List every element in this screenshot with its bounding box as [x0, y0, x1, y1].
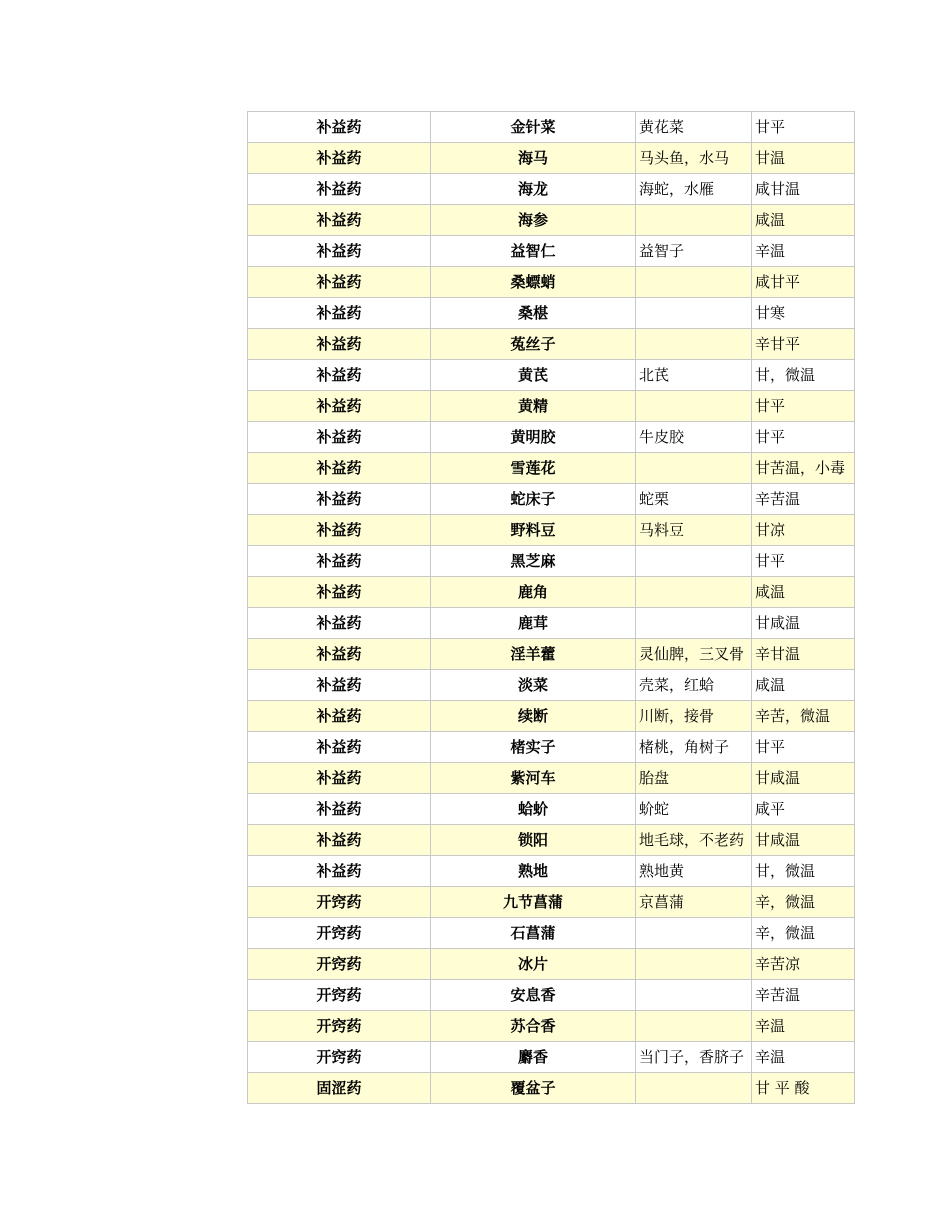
category-cell: 补益药 [248, 298, 431, 329]
property-cell: 辛苦温 [752, 980, 855, 1011]
category-cell: 补益药 [248, 267, 431, 298]
alias-cell: 京菖蒲 [636, 887, 752, 918]
property-cell: 甘平 [752, 732, 855, 763]
alias-cell: 海蛇，水雁 [636, 174, 752, 205]
table-row [248, 577, 855, 608]
herb-name-cell: 海参 [431, 205, 636, 236]
property-cell: 甘苦温，小毒 [752, 453, 855, 484]
alias-cell [636, 949, 752, 980]
property-cell: 甘寒 [752, 298, 855, 329]
alias-cell [636, 577, 752, 608]
table-row [248, 298, 855, 329]
category-cell: 补益药 [248, 670, 431, 701]
category-cell: 补益药 [248, 112, 431, 143]
category-cell: 补益药 [248, 515, 431, 546]
category-cell: 补益药 [248, 484, 431, 515]
herb-name-cell: 淡菜 [431, 670, 636, 701]
table-row [248, 1073, 855, 1104]
herb-name-cell: 熟地 [431, 856, 636, 887]
table-row [248, 205, 855, 236]
category-cell: 开窍药 [248, 918, 431, 949]
table-row [248, 329, 855, 360]
herb-name-cell: 安息香 [431, 980, 636, 1011]
property-cell: 辛甘温 [752, 639, 855, 670]
herb-name-cell: 海马 [431, 143, 636, 174]
herb-name-cell: 麝香 [431, 1042, 636, 1073]
herb-name-cell: 黄明胶 [431, 422, 636, 453]
alias-cell: 蛇栗 [636, 484, 752, 515]
property-cell: 甘，微温 [752, 360, 855, 391]
herb-name-cell: 黑芝麻 [431, 546, 636, 577]
alias-cell [636, 453, 752, 484]
herb-name-cell: 紫河车 [431, 763, 636, 794]
table-row [248, 794, 855, 825]
category-cell: 开窍药 [248, 1042, 431, 1073]
alias-cell [636, 608, 752, 639]
herb-name-cell: 雪莲花 [431, 453, 636, 484]
property-cell: 辛温 [752, 1042, 855, 1073]
property-cell: 甘平 [752, 546, 855, 577]
property-cell: 甘咸温 [752, 608, 855, 639]
property-cell: 咸温 [752, 205, 855, 236]
category-cell: 补益药 [248, 701, 431, 732]
property-cell: 甘温 [752, 143, 855, 174]
table-row [248, 484, 855, 515]
category-cell: 补益药 [248, 794, 431, 825]
property-cell: 甘咸温 [752, 825, 855, 856]
herb-name-cell: 锁阳 [431, 825, 636, 856]
herb-name-cell: 野料豆 [431, 515, 636, 546]
property-cell: 甘凉 [752, 515, 855, 546]
property-cell: 甘平 [752, 391, 855, 422]
category-cell: 补益药 [248, 391, 431, 422]
category-cell: 补益药 [248, 236, 431, 267]
alias-cell: 地毛球，不老药 [636, 825, 752, 856]
table-row [248, 546, 855, 577]
category-cell: 补益药 [248, 732, 431, 763]
property-cell: 咸平 [752, 794, 855, 825]
category-cell: 补益药 [248, 174, 431, 205]
herb-name-cell: 楮实子 [431, 732, 636, 763]
table-row [248, 267, 855, 298]
alias-cell [636, 918, 752, 949]
table-row [248, 856, 855, 887]
table-row [248, 732, 855, 763]
property-cell: 甘咸温 [752, 763, 855, 794]
alias-cell: 黄花菜 [636, 112, 752, 143]
category-cell: 补益药 [248, 856, 431, 887]
property-cell: 辛甘平 [752, 329, 855, 360]
property-cell: 辛，微温 [752, 918, 855, 949]
herb-name-cell: 海龙 [431, 174, 636, 205]
category-cell: 开窍药 [248, 887, 431, 918]
alias-cell: 马料豆 [636, 515, 752, 546]
alias-cell: 益智子 [636, 236, 752, 267]
property-cell: 辛苦温 [752, 484, 855, 515]
herb-name-cell: 续断 [431, 701, 636, 732]
table-row [248, 608, 855, 639]
table-row [248, 949, 855, 980]
alias-cell: 蚧蛇 [636, 794, 752, 825]
category-cell: 补益药 [248, 546, 431, 577]
alias-cell: 马头鱼，水马 [636, 143, 752, 174]
category-cell: 开窍药 [248, 1011, 431, 1042]
herb-name-cell: 苏合香 [431, 1011, 636, 1042]
property-cell: 甘平 [752, 112, 855, 143]
table-row [248, 639, 855, 670]
category-cell: 开窍药 [248, 980, 431, 1011]
herb-name-cell: 桑螵蛸 [431, 267, 636, 298]
alias-cell [636, 546, 752, 577]
herb-table-body [248, 112, 855, 1104]
category-cell: 补益药 [248, 825, 431, 856]
table-row [248, 825, 855, 856]
herb-name-cell: 鹿角 [431, 577, 636, 608]
table-row [248, 236, 855, 267]
property-cell: 辛苦凉 [752, 949, 855, 980]
table-row [248, 360, 855, 391]
table-row [248, 763, 855, 794]
herb-name-cell: 金针菜 [431, 112, 636, 143]
table-row [248, 174, 855, 205]
category-cell: 补益药 [248, 360, 431, 391]
herb-name-cell: 淫羊藿 [431, 639, 636, 670]
table-row [248, 515, 855, 546]
category-cell: 补益药 [248, 143, 431, 174]
alias-cell: 当门子，香脐子 [636, 1042, 752, 1073]
table-row [248, 670, 855, 701]
category-cell: 补益药 [248, 329, 431, 360]
table-row [248, 422, 855, 453]
property-cell: 甘 平 酸 [752, 1073, 855, 1104]
alias-cell: 北芪 [636, 360, 752, 391]
property-cell: 咸温 [752, 577, 855, 608]
table-row [248, 918, 855, 949]
herb-name-cell: 鹿茸 [431, 608, 636, 639]
table-row [248, 112, 855, 143]
alias-cell [636, 1011, 752, 1042]
herb-table [247, 111, 855, 1104]
category-cell: 开窍药 [248, 949, 431, 980]
herb-name-cell: 覆盆子 [431, 1073, 636, 1104]
category-cell: 补益药 [248, 763, 431, 794]
category-cell: 补益药 [248, 422, 431, 453]
herb-name-cell: 黄芪 [431, 360, 636, 391]
alias-cell: 灵仙脾，三叉骨 [636, 639, 752, 670]
alias-cell [636, 267, 752, 298]
alias-cell: 熟地黄 [636, 856, 752, 887]
alias-cell: 川断，接骨 [636, 701, 752, 732]
table-row [248, 701, 855, 732]
herb-name-cell: 冰片 [431, 949, 636, 980]
table-row [248, 391, 855, 422]
table-row [248, 980, 855, 1011]
alias-cell: 胎盘 [636, 763, 752, 794]
alias-cell [636, 391, 752, 422]
table-row [248, 887, 855, 918]
alias-cell: 牛皮胶 [636, 422, 752, 453]
herb-name-cell: 石菖蒲 [431, 918, 636, 949]
herb-name-cell: 益智仁 [431, 236, 636, 267]
property-cell: 咸温 [752, 670, 855, 701]
alias-cell: 壳菜，红蛤 [636, 670, 752, 701]
alias-cell [636, 980, 752, 1011]
category-cell: 固涩药 [248, 1073, 431, 1104]
table-row [248, 143, 855, 174]
category-cell: 补益药 [248, 205, 431, 236]
table-row [248, 1011, 855, 1042]
herb-name-cell: 桑椹 [431, 298, 636, 329]
property-cell: 辛苦，微温 [752, 701, 855, 732]
herb-name-cell: 菟丝子 [431, 329, 636, 360]
herb-name-cell: 九节菖蒲 [431, 887, 636, 918]
category-cell: 补益药 [248, 453, 431, 484]
category-cell: 补益药 [248, 577, 431, 608]
property-cell: 咸甘平 [752, 267, 855, 298]
alias-cell [636, 329, 752, 360]
table-row [248, 1042, 855, 1073]
herb-name-cell: 黄精 [431, 391, 636, 422]
alias-cell [636, 205, 752, 236]
property-cell: 甘平 [752, 422, 855, 453]
category-cell: 补益药 [248, 639, 431, 670]
herb-name-cell: 蛤蚧 [431, 794, 636, 825]
alias-cell [636, 1073, 752, 1104]
category-cell: 补益药 [248, 608, 431, 639]
property-cell: 辛，微温 [752, 887, 855, 918]
alias-cell [636, 298, 752, 329]
herb-name-cell: 蛇床子 [431, 484, 636, 515]
property-cell: 辛温 [752, 1011, 855, 1042]
alias-cell: 楮桃，角树子 [636, 732, 752, 763]
property-cell: 咸甘温 [752, 174, 855, 205]
table-row [248, 453, 855, 484]
property-cell: 甘，微温 [752, 856, 855, 887]
property-cell: 辛温 [752, 236, 855, 267]
